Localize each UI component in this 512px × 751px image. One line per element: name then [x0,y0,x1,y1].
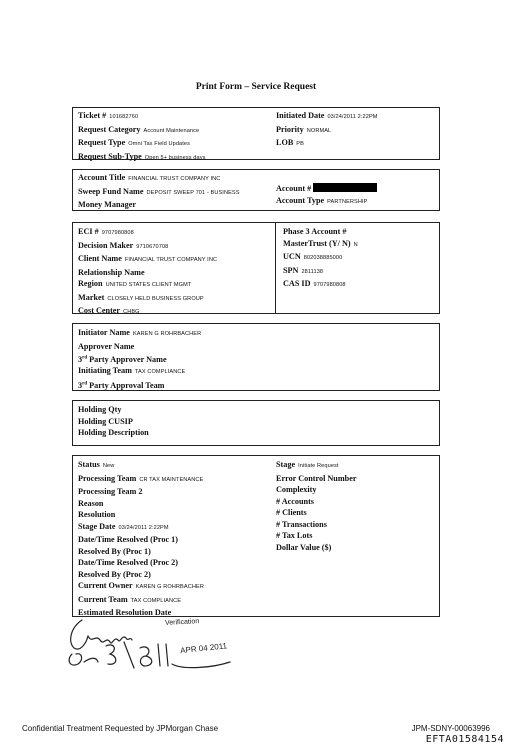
field-label: Processing Team [78,473,137,483]
field-label: Initiator Name [78,328,130,337]
field-label: Request Sub-Type [78,151,142,161]
field-label: # Clients [276,508,307,517]
field-row [78,569,204,581]
field-label: # Accounts [276,496,314,506]
field-row [276,496,357,508]
field-label: Priority [276,124,304,134]
field-row [276,110,378,124]
field-row [276,124,378,138]
field-row [78,172,240,186]
field-value: UNITED STATES CLIENT MGMT [105,282,192,288]
field-value: Account Maintenance [143,127,200,134]
field-value: Initiate Request [298,463,339,469]
bates-number: JPM-SDNY-00063996 [411,724,490,733]
field-row [78,379,201,392]
field-label: Status [78,460,100,469]
field-label: Account Title [78,173,126,182]
account-right-column [276,183,377,208]
field-row [276,195,377,209]
field-value: 9710670708 [136,243,169,250]
field-value: KAREN G ROHRBACHER [132,331,202,337]
field-row [78,473,204,487]
holding-section [72,400,440,446]
field-value: NORMAL [306,127,332,134]
redaction-block [313,183,377,192]
field-label: 3rd Party Approver Name [78,354,167,364]
account-left-column [78,172,240,211]
field-row [276,137,378,151]
field-label: Current Team [78,594,128,604]
field-value: Open 5+ business days [144,154,206,161]
field-label: Holding CUSIP [78,416,133,426]
field-label: Sweep Fund Name [78,186,144,196]
field-row [283,251,358,265]
field-row [78,486,204,498]
field-value: FINANCIAL TRUST COMPANY INC [124,257,218,263]
field-value: TAX COMPLIANCE [134,369,186,376]
field-label: Region [78,279,103,288]
field-row [78,267,217,279]
handwritten-signature [62,614,232,676]
field-row [78,404,149,416]
field-label: # Transactions [276,519,327,529]
field-label: Date/Time Resolved (Proc 1) [78,535,178,544]
field-label: Client Name [78,254,122,263]
field-row [78,594,204,608]
field-label: Stage [276,460,296,469]
field-label: LOB [276,138,294,147]
field-row [78,580,204,594]
field-row [78,151,206,165]
ticket-left-column [78,110,206,164]
field-row [78,110,206,124]
field-value: 9707980808 [101,230,134,236]
form-title: Print Form – Service Request [195,82,317,92]
field-row [78,557,204,569]
date-stamp: APR 04 2011 [179,641,228,656]
field-label: Resolved By (Proc 1) [78,546,151,556]
field-row [78,305,217,319]
field-label: Reason [78,498,104,508]
field-value: 101682760 [109,114,139,120]
field-value: TAX COMPLIANCE [130,597,182,604]
field-row [283,226,358,238]
field-value: Omni Tax Field Updates [128,141,191,147]
field-value: N [353,241,358,248]
field-value: KAREN G ROHRBACHER [135,584,204,590]
field-label: Account Type [276,195,325,205]
status-section [72,455,440,617]
initiator-section [72,323,440,391]
field-label: Resolved By (Proc 2) [78,569,151,579]
field-label: Market [78,292,105,302]
field-label: Approver Name [78,341,135,351]
ticket-right-column [276,110,378,151]
field-value: PARTNERSHIP [327,198,368,205]
field-row [78,459,204,473]
field-label: # Tax Lots [276,531,313,540]
field-label: Request Type [78,138,126,147]
eci-divider [275,223,276,313]
field-label: Cost Center [78,306,121,315]
field-value: 2811138 [301,268,324,275]
field-row [276,542,357,554]
field-value: 9707980808 [313,282,346,288]
field-label: Error Control Number [276,473,357,483]
holding-left-column [78,404,149,439]
field-value: New [102,463,115,469]
field-row [78,199,240,211]
field-label: Initiated Date [276,111,325,120]
field-row [78,253,217,267]
field-row [276,530,357,542]
field-value: CLOSELY HELD BUSINESS GROUP [107,295,204,302]
field-label: Stage Date [78,521,116,531]
field-label: Decision Maker [78,240,134,250]
field-label: Complexity [276,485,317,494]
field-row [283,278,358,292]
field-value: DEPOSIT SWEEP 701 - BUSINESS [146,189,240,196]
field-value: CR TAX MAINTENANCE [139,476,204,483]
field-row [78,226,217,240]
field-row [78,327,201,341]
field-value: 03/24/2011 2:22PM [327,114,378,120]
field-row [78,240,217,254]
field-label: Holding Qty [78,405,122,414]
field-label: Processing Team 2 [78,487,143,496]
field-row [78,427,149,439]
confidential-footer: Confidential Treatment Requested by JPMorgan Chase [22,724,219,733]
field-label: Resolution [78,510,116,519]
efta-number: EFTA01584154 [425,734,504,745]
field-row [283,238,358,252]
field-label: SPN [283,265,299,275]
field-row [276,473,357,485]
status-right-column [276,459,357,553]
field-value: 802038885000 [303,255,343,261]
field-row [276,507,357,519]
field-row [78,124,206,138]
field-label: Initiating Team [78,366,132,376]
field-label: 3rd Party Approval Team [78,381,165,391]
field-row [78,278,217,292]
field-row [276,484,357,496]
field-row [276,183,377,195]
field-row [78,498,204,510]
eci-left-column [78,226,217,319]
account-section [72,169,440,211]
field-row [78,365,201,379]
field-row [78,521,204,535]
field-row [78,546,204,558]
field-label: Request Category [78,124,141,134]
field-label: Estimated Resolution Date [78,608,172,617]
field-label: Account # [276,184,312,193]
field-row [78,186,240,200]
field-row [283,265,358,279]
field-label: Relationship Name [78,267,145,277]
field-label: Phase 3 Account # [283,227,347,236]
field-row [276,459,357,473]
verification-stamp-label: Verification [164,618,200,627]
field-row [78,292,217,306]
field-label: CAS ID [283,279,311,288]
field-label: UCN [283,252,301,261]
field-value: 03/24/2011 2:22PM [118,524,169,531]
field-label: Date/Time Resolved (Proc 2) [78,558,178,567]
field-label: Money Manager [78,200,136,209]
field-label: Holding Description [78,428,149,437]
ticket-section [72,107,440,160]
field-value: FINANCIAL TRUST COMPANY INC [128,176,221,182]
eci-right-column [283,226,358,292]
field-label: MasterTrust (Y/ N) [283,238,351,248]
eci-section [72,222,440,314]
field-value: PB [296,141,304,147]
status-left-column [78,459,204,619]
field-row [276,519,357,531]
field-row [78,352,201,365]
initiator-left-column [78,327,201,392]
field-label: ECI # [78,227,99,236]
field-value: CHBG [123,309,140,315]
field-row [78,509,204,521]
field-label: Ticket # [78,111,107,120]
field-label: Current Owner [78,581,133,590]
field-row [78,534,204,546]
field-row [78,416,149,428]
field-label: Dollar Value ($) [276,542,332,552]
field-row [78,137,206,151]
field-row [78,341,201,353]
